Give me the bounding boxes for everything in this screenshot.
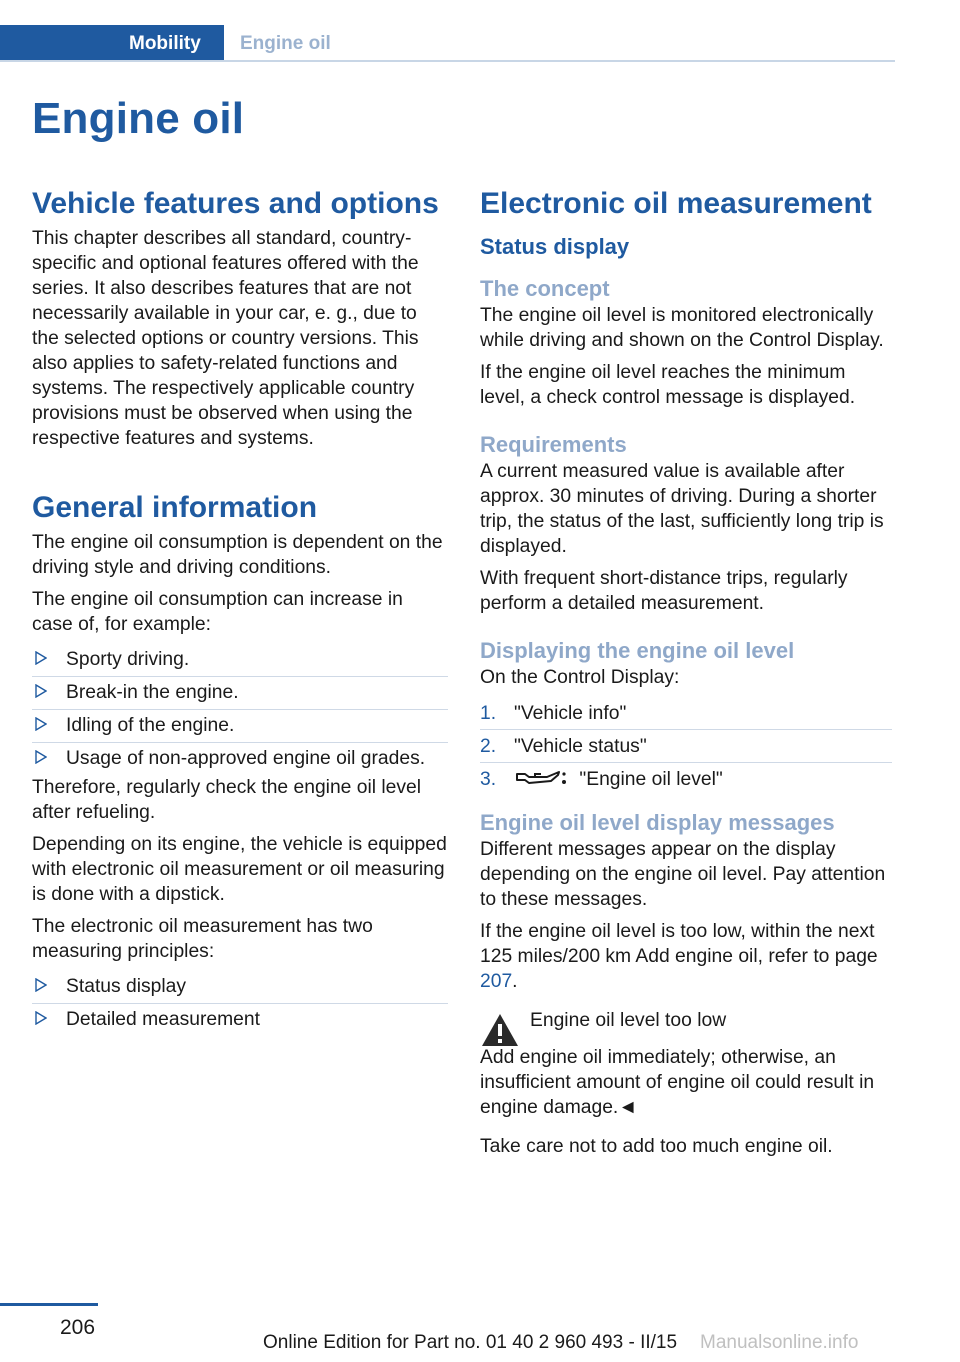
concept-heading: The concept [480,276,610,301]
consumption-factors-list [32,644,448,775]
step-number: 2. [480,736,497,757]
list-item [32,644,448,676]
list-item [32,1003,448,1036]
tab-mobility[interactable]: Mobility [0,25,224,62]
general-info-paragraph-4: Depending on its engine, the vehicle is equipped with electronic oil measurement or oil measuring is done with a dipstick. [32,834,447,905]
display-steps-list [480,697,892,795]
vehicle-features-heading: Vehicle features and options [32,187,439,220]
oil-can-icon [514,768,568,788]
electronic-oil-measurement-heading: Electronic oil measurement [480,187,872,220]
messages-text: If the engine oil level is too low, within the next 125 miles/200 km Add engine oil, refer to page [480,921,878,967]
edition-text: Online Edition for Part no. 01 40 2 960 493 - II/15 [263,1332,678,1353]
final-paragraph: Take care not to add too much engine oil. [480,1136,833,1157]
warning-title: Engine oil level too low [530,1010,727,1031]
list-item-text: Sporty driving. [66,649,190,670]
step-number: 3. [480,769,497,790]
concept-paragraph-1: The engine oil level is monitored electronically while driving and shown on the Control Display. [480,305,884,351]
requirements-heading: Requirements [480,432,627,457]
general-information-heading: General information [32,491,318,524]
triangle-bullet-icon [35,1011,47,1025]
list-item-text: Status display [66,976,187,997]
triangle-bullet-icon [35,750,47,764]
page-reference-link[interactable]: 207 [480,971,513,992]
list-item [480,697,892,729]
left-column [32,182,448,1036]
concept-paragraph-2: If the engine oil level reaches the minimum level, a check control message is displayed. [480,362,856,408]
triangle-bullet-icon [35,651,47,665]
right-column [480,182,892,1166]
messages-paragraph-2 [480,919,892,994]
triangle-bullet-icon [35,684,47,698]
general-info-paragraph-1: The engine oil consumption is dependent on the driving style and driving conditions. [32,532,443,578]
warning-triangle-icon [480,1012,520,1048]
list-item [480,762,892,795]
list-item-text: Break-in the engine. [66,682,239,703]
messages-paragraph-1: Different messages appear on the display depending on the engine oil level. Pay attention to these messages. [480,839,886,910]
page-number: 206 [60,1316,96,1339]
general-info-paragraph-5: The electronic oil measurement has two measuring principles: [32,916,373,962]
general-info-paragraph-2: The engine oil consumption can increase in case of, for example: [32,589,403,635]
general-info-paragraph-3: Therefore, regularly check the engine oil level after refueling. [32,777,422,823]
triangle-bullet-icon [35,978,47,992]
list-item [32,676,448,709]
step-number: 1. [480,703,497,724]
step-text: "Vehicle info" [514,703,627,724]
requirements-paragraph-2: With frequent short-distance trips, regularly perform a detailed measurement. [480,568,848,614]
requirements-paragraph-1: A current measured value is available after approx. 30 minutes of driving. During a shorter trip, the status of the last, sufficiently long trip is displayed. [480,461,884,557]
header-rule [0,60,895,62]
list-item [32,709,448,742]
step-text: "Engine oil level" [579,769,723,790]
watermark: Manualsonline.info [700,1332,859,1353]
messages-text-end: . [512,971,518,992]
measuring-principles-list [32,971,448,1036]
triangle-bullet-icon [35,717,47,731]
footer-rule [0,1303,98,1306]
header-bar [0,25,895,62]
tab-engine-oil[interactable]: Engine oil [240,33,331,54]
display-messages-heading: Engine oil level display messages [480,810,835,835]
list-item [32,971,448,1003]
list-item-text: Detailed measurement [66,1009,260,1030]
displaying-oil-level-heading: Displaying the engine oil level [480,638,795,663]
vehicle-features-text: This chapter describes all standard, country-specific and optional features offered with the series. It also describes features that are not necessarily available in your car, e. g., due to the selected options or country versions. This also applies to safety-related functions and systems. The respectively applicable country provisions must be observed when using the respective features and systems. [32,228,419,449]
list-item-text: Idling of the engine. [66,715,235,736]
warning-text: Add engine oil immediately; otherwise, an insufficient amount of engine oil could result in engine damage.◄ [480,1047,875,1118]
step-text: "Vehicle status" [514,736,647,757]
warning-block [480,1008,892,1052]
status-display-heading: Status display [480,234,630,259]
list-item [480,729,892,762]
list-item-text: Usage of non-approved engine oil grades. [66,748,426,769]
list-item [32,742,448,775]
page-title: Engine oil [32,94,245,143]
displaying-paragraph-1: On the Control Display: [480,667,680,688]
